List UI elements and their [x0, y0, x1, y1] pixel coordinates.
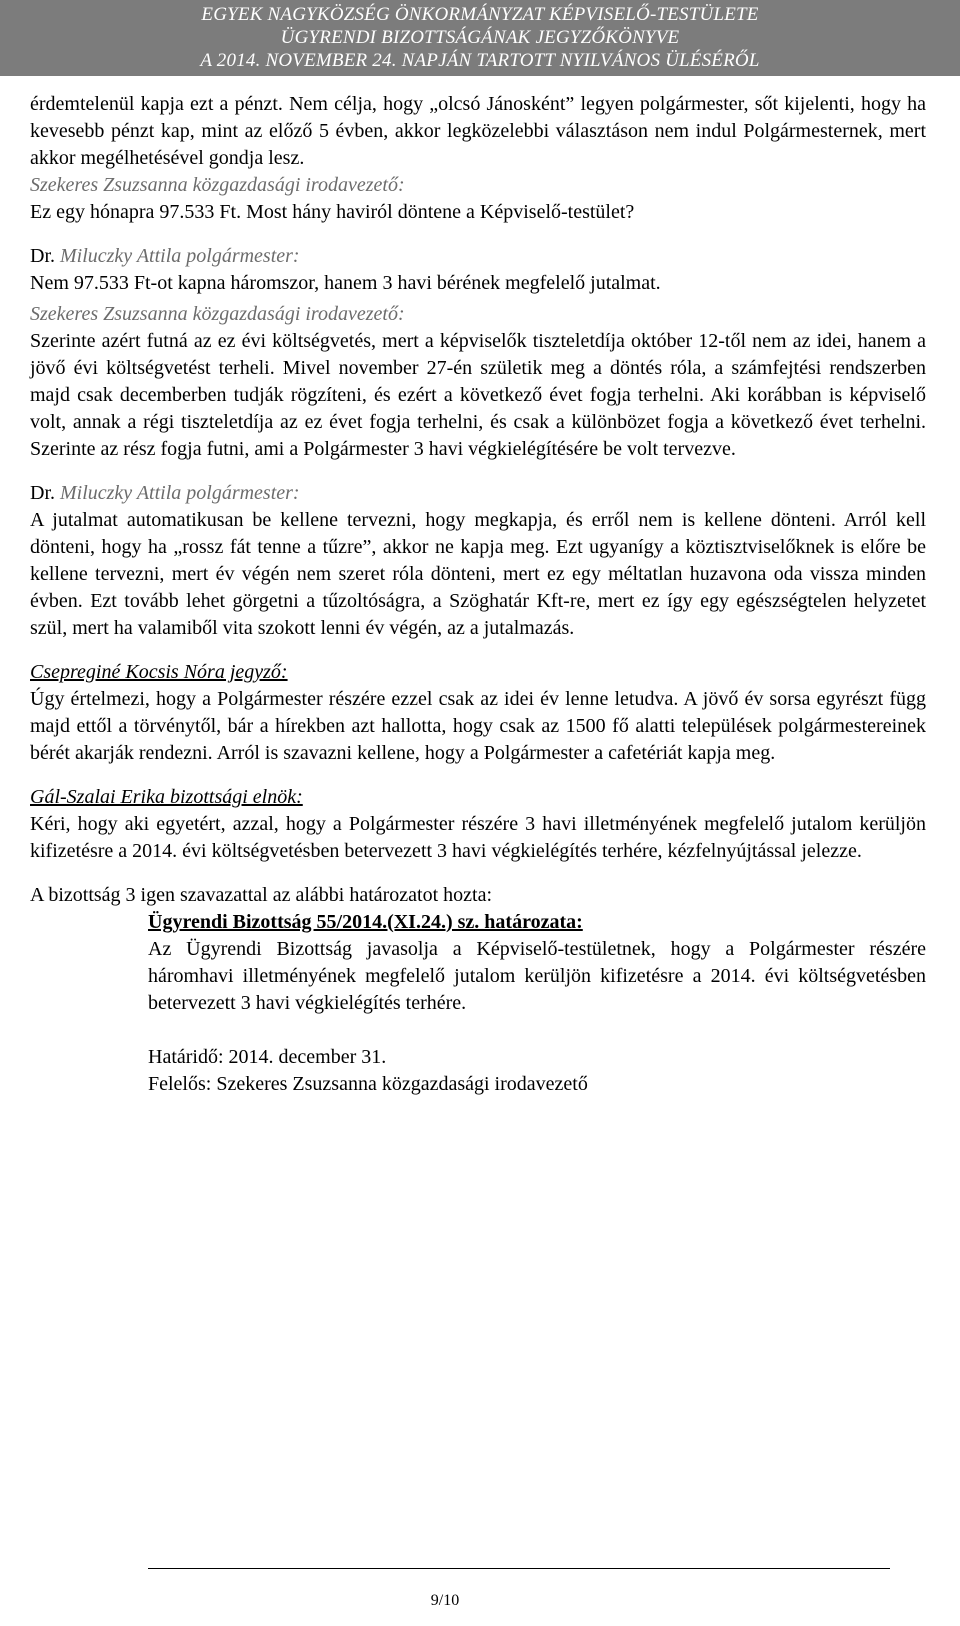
speech-block-5: [30, 659, 926, 767]
document-header: [0, 0, 960, 76]
speech-block-2: [30, 243, 926, 297]
speech-text: Szerinte azért futná az ez évi költségvetés, mert a képviselők tiszteletdíja október 12-től nem az idei, hanem a jövő évi költségvetést terheli. Mivel november 27-én születik meg a döntés róla, a számfejtési rendszerben majd csak decemberben tudják rögzíteni, és ezért a következő évet fogja terhelni. Aki korábban is képviselő volt, annak a régi tiszteletdíja az ez évet fogja terhelni, és csak a különbözet fogja a következő évet terhelni. Szerinte az rész fogja futni, ami a Polgármester 3 havi végkielégítésére be volt tervezve.: [30, 330, 926, 460]
footer-divider: [148, 1568, 890, 1569]
resolution-block: [148, 909, 926, 1098]
speaker-name: Gál-Szalai Erika bizottsági elnök:: [30, 786, 303, 808]
speech-block-1: [30, 172, 926, 226]
speaker-name: Szekeres Zsuzsanna közgazdasági irodavezető:: [30, 303, 405, 325]
document-body: [30, 91, 926, 1098]
speech-text: Ez egy hónapra 97.533 Ft. Most hány haviról döntene a Képviselő-testület?: [30, 201, 635, 223]
speaker-name-text: Miluczky Attila polgármester:: [60, 482, 300, 504]
speech-block-6: [30, 784, 926, 865]
vote-result: A bizottság 3 igen szavazattal az alábbi határozatot hozta:: [30, 884, 493, 906]
resolution-deadline: Határidő: 2014. december 31.: [148, 1046, 387, 1068]
speaker-name: Szekeres Zsuzsanna közgazdasági irodavezető:: [30, 174, 405, 196]
speaker-name: [30, 480, 926, 507]
page-number: 9/10: [430, 1592, 460, 1609]
speech-block-3: [30, 301, 926, 463]
speech-text: Nem 97.533 Ft-ot kapna háromszor, hanem 3 havi bérének megfelelő jutalmat.: [30, 272, 661, 294]
speaker-name: Csepreginé Kocsis Nóra jegyző:: [30, 661, 288, 683]
speech-text: A jutalmat automatikusan be kellene tervezni, hogy megkapja, és erről nem is kellene dönteni. Arról kell dönteni, hogy ha „rossz fát tenne a tűzre”, akkor ne kapja meg. Ezt ugyanígy a köztisztviselőknek is előre be kellene tervezni, mert év végén nem szeret róla dönteni, mert ez egy méltatlan huzavona oda vissza minden évben. Ezt tovább lehet görgetni a tűzoltóságra, a Szöghatár Kft-re, mert ez így egy egészségtelen helyzetet szül, mert ha valamiből vita szokott lenni év végén, az a jutalmazás.: [30, 509, 926, 639]
speech-block-4: [30, 480, 926, 642]
speech-text: Kéri, hogy aki egyetért, azzal, hogy a Polgármester részére 3 havi illetményének megfelelő jutalom kerüljön kifizetésre a 2014. évi költségvetésben betervezett 3 havi végkielégítés terhére, kézfelnyújtással jelezze.: [30, 813, 926, 862]
header-line-1: EGYEK NAGYKÖZSÉG ÖNKORMÁNYZAT KÉPVISELŐ-TESTÜLETE: [201, 4, 759, 25]
speaker-name: [30, 243, 926, 270]
speaker-name-text: Miluczky Attila polgármester:: [60, 245, 300, 267]
header-line-2: ÜGYRENDI BIZOTTSÁGÁNAK JEGYZŐKÖNYVE: [280, 27, 680, 48]
resolution-responsible: Felelős: Szekeres Zsuzsanna közgazdasági irodavezető: [148, 1073, 588, 1095]
resolution-title: Ügyrendi Bizottság 55/2014.(XI.24.) sz. határozata:: [148, 911, 583, 933]
header-line-3: A 2014. NOVEMBER 24. NAPJÁN TARTOTT NYILVÁNOS ÜLÉSÉRŐL: [200, 50, 760, 71]
speaker-title-dr: Dr.: [30, 482, 55, 504]
speaker-title-dr: Dr.: [30, 245, 55, 267]
speech-text: Úgy értelmezi, hogy a Polgármester részére ezzel csak az idei év lenne letudva. A jövő év sorsa egyrészt függ majd ettől a törvénytől, bár a hírekben azt hallotta, hogy csak az 1500 fő alatti települések polgármestereinek bérét akarják rendezni. Arról is szavazni kellene, hogy a Polgármester a cafetériát kapja meg.: [30, 688, 926, 764]
resolution-text: Az Ügyrendi Bizottság javasolja a Képviselő-testületnek, hogy a Polgármester részére háromhavi illetményének megfelelő jutalom kerüljön kifizetésre a 2014. évi költségvetésben betervezett 3 havi végkielégítés terhére.: [148, 938, 926, 1014]
intro-paragraph: érdemtelenül kapja ezt a pénzt. Nem célja, hogy „olcsó Jánosként” legyen polgármester, sőt kijelenti, hogy ha kevesebb pénzt kap, mint az előző 5 évben, akkor legközelebbi választáson nem indul Polgármesternek, mert akkor megélhetésével gondja lesz.: [30, 93, 926, 169]
